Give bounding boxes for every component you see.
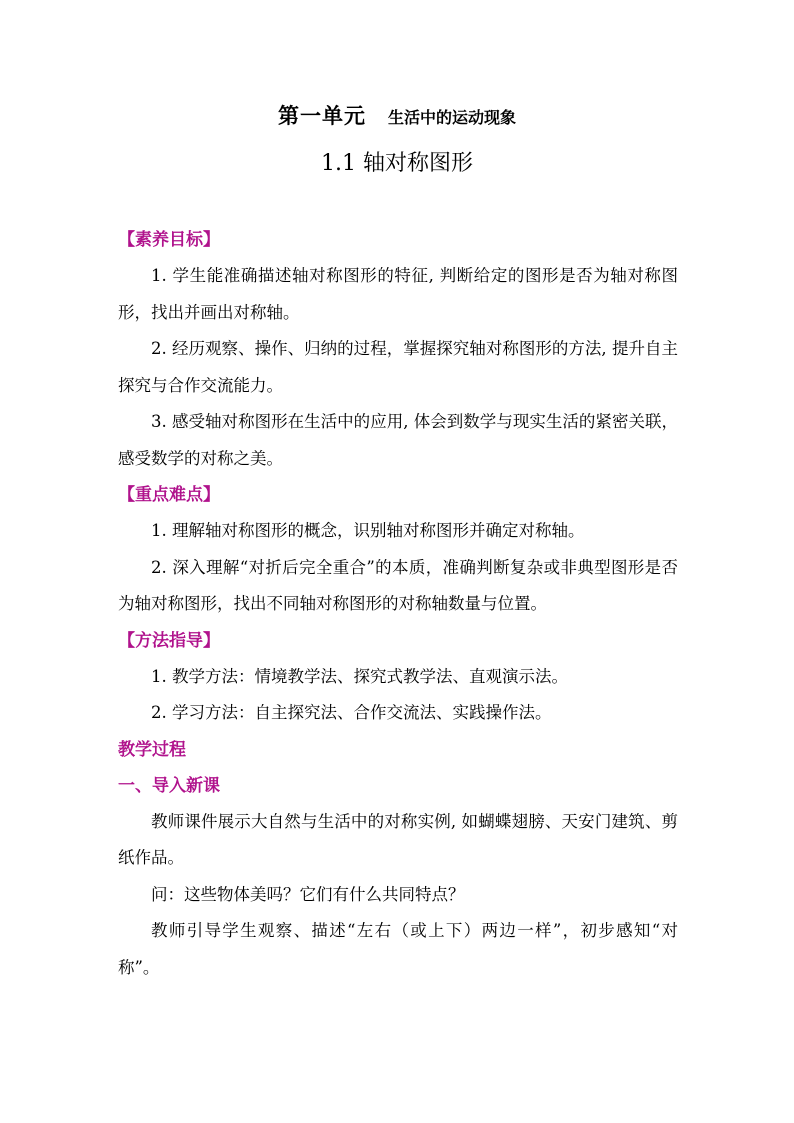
document-body <box>118 222 678 986</box>
section-heading-key-points: 【重点难点】 <box>118 485 220 505</box>
intro-paragraph-2: 问：这些物体美吗？它们有什么共同特点？ <box>151 884 465 904</box>
goal-item-2: 2. 经历观察、操作、归纳的过程，掌握探究轴对称图形的方法, 提升自主探究与合作交流能力。 <box>118 339 678 395</box>
lesson-title: 1.1 轴对称图形 <box>321 151 473 176</box>
unit-title-main: 第一单元 <box>277 103 366 128</box>
unit-title-subtitle: 生活中的运动现象 <box>387 108 516 127</box>
method-item-2: 2. 学习方法：自主探究法、合作交流法、实践操作法。 <box>151 703 552 722</box>
section-heading-process: 教学过程 <box>118 739 186 760</box>
unit-title <box>0 100 794 130</box>
section-heading-goals: 【素养目标】 <box>118 230 220 250</box>
section-heading-intro: 一、导入新课 <box>118 775 220 796</box>
goal-item-3: 3. 感受轴对称图形在生活中的应用, 体会到数学与现实生活的紧密关联，感受数学的对称之美。 <box>118 412 678 468</box>
intro-paragraph-3: 教师引导学生观察、描述“左右（或上下）两边一样”，初步感知“对称”。 <box>118 921 678 977</box>
intro-paragraph-1: 教师课件展示大自然与生活中的对称实例, 如蝴蝶翅膀、天安门建筑、剪纸作品。 <box>118 811 678 867</box>
key-point-item-2: 2. 深入理解“对折后完全重合”的本质，准确判断复杂或非典型图形是否为轴对称图形，找出不同轴对称图形的对称轴数量与位置。 <box>118 557 678 613</box>
section-heading-methods: 【方法指导】 <box>118 630 220 651</box>
method-item-1: 1. 教学方法：情境教学法、探究式教学法、直观演示法。 <box>151 666 568 686</box>
key-point-item-1: 1. 理解轴对称图形的概念，识别轴对称图形并确定对称轴。 <box>151 521 585 540</box>
goal-item-1: 1. 学生能准确描述轴对称图形的特征, 判断给定的图形是否为轴对称图形，找出并画出对称轴。 <box>118 266 678 322</box>
